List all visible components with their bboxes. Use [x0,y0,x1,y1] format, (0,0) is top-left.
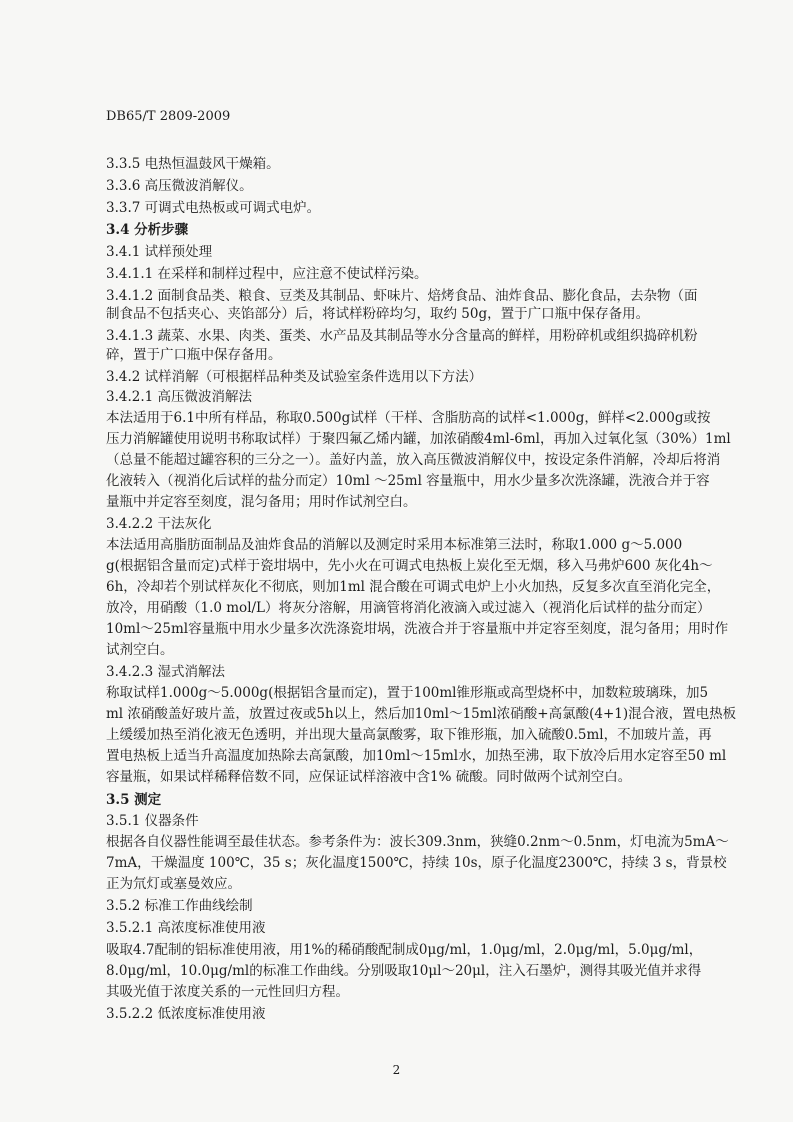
line-19: g(根据铝含量而定)式样于瓷坩埚中，先小火在可调式电热板上炭化至无烟，移入马弗炉600 灰化4h～ [106,558,713,574]
line-30: 3.5 测定 [106,792,162,808]
line-20: 6h，冷却若个别试样灰化不彻底，则加1ml 混合酸在可调式电炉上小火加热，反复多次直至消化完全， [106,579,721,595]
line-28: 置电热板上适当升高温度加热除去高氯酸，加10ml～15ml水，加热至沸，取下放冷后用水定容至50 ml [106,748,727,764]
line-18: 本法适用高脂肪面制品及油炸食品的消解以及测定时采用本标准第三法时，称取1.000 g～5.000 [106,537,683,553]
line-16: 量瓶中并定容至刻度，混匀备用；用时作试剂空白。 [106,494,417,510]
line-36: 3.5.2.1 高浓度标准使用液 [106,920,266,936]
line-12: 本法适用于6.1中所有样品，称取0.500g试样（干样、含脂肪高的试样<1.000g，鲜样<2.000g或按 [106,410,711,426]
line-27: 上缓缓加热至消化液无色透明，并出现大量高氯酸雾，取下锥形瓶，加入硫酸0.5ml，不加玻片盖，再 [106,727,712,743]
line-2: 3.3.7 可调式电热板或可调式电炉。 [106,200,321,216]
line-11: 3.4.2.1 高压微波消解法 [106,389,253,405]
line-29: 容量瓶，如果试样稀释倍数不同，应保证试样溶液中含1% 硫酸。同时做两个试剂空白。 [106,769,632,785]
line-34: 正为氘灯或塞曼效应。 [106,876,241,892]
line-39: 其吸光值于浓度关系的一元性回归方程。 [106,984,349,1000]
line-10: 3.4.2 试样消解（可根据样品种类及试验室条件选用以下方法） [106,369,483,385]
page-number: 2 [392,1063,401,1077]
line-7: 制食品不包括夹心、夹馅部分）后，将试样粉碎均匀，取约 50g，置于广口瓶中保存备用。 [106,306,650,322]
line-1: 3.3.6 高压微波消解仪。 [106,178,253,194]
line-15: 化液转入（视消化后试样的盐分而定）10ml ～25ml 容量瓶中，用水少量多次洗涤罐，洗液合并于容 [106,473,710,489]
line-37: 吸取4.7配制的铝标准使用液，用1%的稀硝酸配制成0μg/ml，1.0μg/ml，2.0μg/ml，5.0μg/ml， [106,942,703,958]
line-25: 称取试样1.000g～5.000g(根据铝含量而定)，置于100ml锥形瓶或高型烧杯中，加数粒玻璃珠，加5 [106,685,709,701]
line-13: 压力消解罐使用说明书称取试样）于聚四氟乙烯内罐，加浓硝酸4ml-6ml，再加入过氧化氢（30%）1ml [106,431,731,447]
line-38: 8.0μg/ml，10.0μg/ml的标准工作曲线。分别吸取10μl～20μl，注入石墨炉，测得其吸光值并求得 [106,963,702,979]
line-23: 试剂空白。 [106,642,174,658]
line-8: 3.4.1.3 蔬菜、水果、肉类、蛋类、水产品及其制品等水分含量高的鲜样，用粉碎机或组织捣碎机粉 [106,328,698,344]
line-3: 3.4 分析步骤 [106,222,189,238]
line-9: 碎，置于广口瓶中保存备用。 [106,347,282,363]
line-33: 7mA，干燥温度 100℃，35 s；灰化温度1500℃，持续 10s，原子化温度2300℃，持续 3 s，背景校 [106,855,727,871]
line-40: 3.5.2.2 低浓度标准使用液 [106,1006,266,1022]
document-header: DB65/T 2809-2009 [106,109,231,124]
line-24: 3.4.2.3 湿式消解法 [106,664,226,680]
line-5: 3.4.1.1 在采样和制样过程中，应注意不使试样污染。 [106,266,428,282]
line-6: 3.4.1.2 面制食品类、粮食、豆类及其制品、虾味片、焙烤食品、油炸食品、膨化食品，去杂物（面 [106,288,698,304]
line-17: 3.4.2.2 干法灰化 [106,516,212,532]
line-31: 3.5.1 仪器条件 [106,813,199,829]
line-21: 放冷，用硝酸（1.0 mol/L）将灰分溶解，用滴管将消化液滴入或过滤入（视消化后试样的盐分而定） [106,600,711,616]
line-35: 3.5.2 标准工作曲线绘制 [106,898,253,914]
line-22: 10ml～25ml容量瓶中用水少量多次洗涤瓷坩埚，洗液合并于容量瓶中并定容至刻度，混匀备用；用时作 [106,621,729,637]
line-26: ml 浓硝酸盖好玻片盖，放置过夜或5h以上，然后加10ml～15ml浓硝酸+高氯酸(4+1)混合液，置电热板 [106,706,737,722]
line-32: 根据各自仪器性能调至最佳状态。参考条件为：波长309.3nm，狭缝0.2nm～0.5nm，灯电流为5mA～ [106,834,729,850]
line-4: 3.4.1 试样预处理 [106,244,213,260]
line-0: 3.3.5 电热恒温鼓风干燥箱。 [106,156,280,172]
line-14: （总量不能超过罐容积的三分之一）。盖好内盖，放入高压微波消解仪中，按设定条件消解，冷却后将消 [106,452,721,468]
